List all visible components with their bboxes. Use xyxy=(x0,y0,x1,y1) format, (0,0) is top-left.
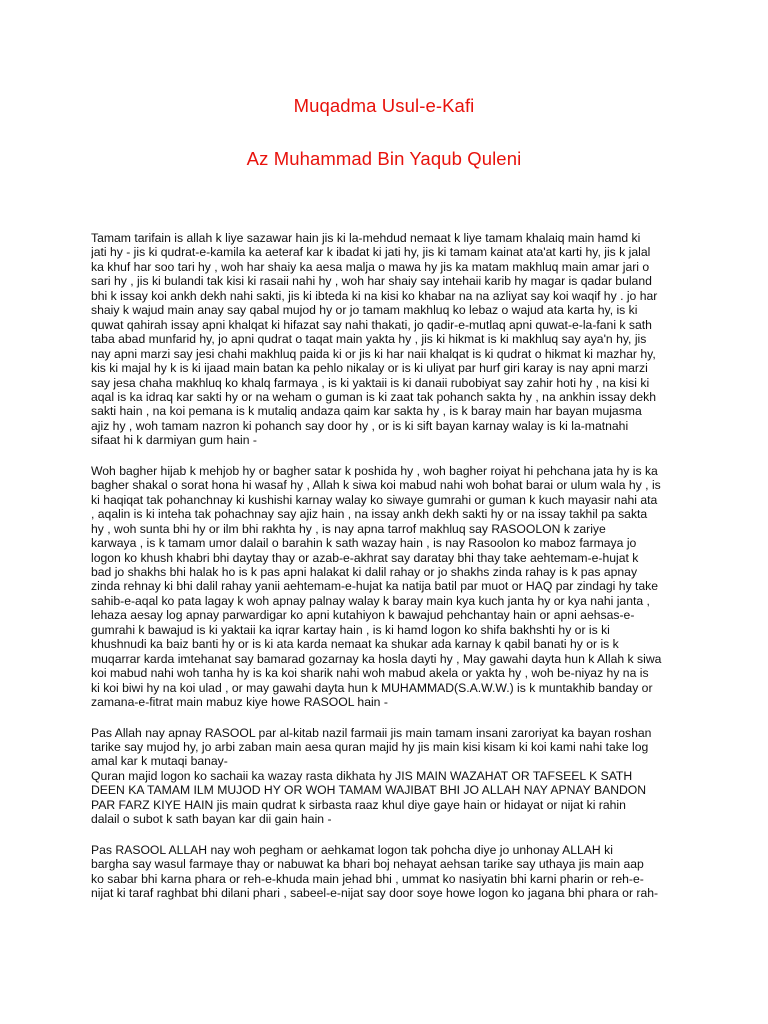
text-line: Pas Allah nay apnay RASOOL par al-kitab nazil farmaii jis main tamam insani zaroriyat ka bayan roshan xyxy=(91,725,652,740)
text-line: , aqalin is ki inteha tak pohachnay say ajiz hain , na issay ankh dekh sakti hy or na issay takhil pa sakta xyxy=(91,507,648,522)
text-line: say jesa chaha makhluq ko khalq farmaya , is ki yaktaii is ki danaii rubobiyat say zahir hoti hy , na kisi ki xyxy=(91,375,650,390)
paragraph xyxy=(91,843,691,901)
text-line: aqal is ka idraq kar sakti hy or na weham o guman is ki zaat tak pohanch sakta hy , na ankhin issay dekh xyxy=(91,389,656,404)
text-line: nay apni marzi say jesi chahi makhluq paida ki or jis ki har naii khalqat is ki qudrat o hikmat ki mazhar hy, xyxy=(91,346,656,361)
text-line: sari hy , jis ki bulandi tak kisi ki rasaii nahi hy , woh har shaiy say intehaii karib hy magar is qadar buland xyxy=(91,274,652,289)
text-line: khushnudi ka baiz banti hy or is ki ata karda nemaat ka shukar ada karnay k qabil banati hy or is k xyxy=(91,637,619,652)
text-line: zinda rehnay ki bhi dalil rahay yanii aehtemam-e-hujat ka natija batil par muot or HAQ par zindagi hy take xyxy=(91,579,659,594)
text-line: ko sabar bhi karna phara or reh-e-khuda main jehad bhi , ummat ko nasiyatin bhi karni pharin or reh-e- xyxy=(91,871,644,886)
text-line: PAR FARZ KIYE HAIN jis main qudrat k sirbasta raaz khul diye gaye hain or hidayat or nijat ki rahin xyxy=(91,797,626,812)
text-line: Pas RASOOL ALLAH nay woh pegham or aehkamat logon tak pohcha diye jo unhonay ALLAH ki xyxy=(91,842,613,857)
text-line: quwat qahirah issay apni khalqat ki hifazat say nahi thakati, jo qadir-e-mutlaq apni quwat-e-la-fani k sath xyxy=(91,317,652,332)
paragraph xyxy=(91,464,691,710)
text-line: dalail o subot k sath bayan kar dii gain hain - xyxy=(91,812,332,827)
text-line: ki haqiqat tak pohanchnay ki kushishi karnay walay ko siwaye gumrahi or guman k kuch mayasir nahi ata xyxy=(91,492,658,507)
text-line: sifaat hi k darmiyan gum hain - xyxy=(91,433,257,448)
text-line: muqarrar karda imtehanat say bamarad gozarnay ka hosla dayti hy , May gawahi dayta hun k Allah k siwa xyxy=(91,651,662,666)
text-line: koi mabud nahi woh tanha hy is ka koi sharik nahi woh mabud akela or yakta hy , woh be-niyaz hy na is xyxy=(91,666,649,681)
text-line: karwaya , is k tamam umor dalail o barahin k sath wazay hain , is nay Rasoolon ko maboz farmaya jo xyxy=(91,536,637,551)
text-line: kis ki majal hy k is ki ijaad main batan ka pehlo nikalay or is ki uliyat par hurf giri karay is nay apni marzi xyxy=(91,361,648,376)
text-line: amal kar k mutaqi banay- xyxy=(91,754,228,769)
document-subtitle: Az Muhammad Bin Yaqub Quleni xyxy=(246,148,522,169)
text-line: bargha say wasul farmaye thay or nabuwat ka bhari boj nehayat aehsan tarike say uthaya jis main aap xyxy=(91,857,644,872)
text-line: Tamam tarifain is allah k liye sazawar hain jis ki la-mehdud nemaat k liye tamam khalaiq main hamd ki xyxy=(91,231,641,245)
text-line: ajiz hy , woh tamam nazron ki pohanch say door hy , or is ki sift bayan karnay walay is ki la-matnahi xyxy=(91,418,629,433)
text-line: logon ko khush khabri bhi daytay thay or azab-e-akhrat say daratay bhi thay take aehtemam-e-hujat k xyxy=(91,550,639,565)
text-line: bhi k issay koi ankh dekh nahi sakti, jis ki ibteda ki na kisi ko khabar na na azliyat say koi waqif hy . jo har xyxy=(91,288,658,303)
text-line: zamana-e-fitrat main mabuz kiye howe RASOOL hain - xyxy=(91,695,388,710)
text-line: lehaza aesay log apnay parwardigar ko apni kutahiyon k bawajud pehchantay hain or apni aehsas-e- xyxy=(91,608,635,623)
text-line: bad jo shakhs bhi halak ho is k pas apni halakat ki dalil rahay or jo shakhs zinda rahay is k pas apnay xyxy=(91,564,638,579)
paragraph xyxy=(91,726,691,827)
text-line: nijat ki taraf raghbat bhi dilani phari , sabeel-e-nijat say door soye howe logon ko jagana bhi phara or rah- xyxy=(91,886,659,901)
text-line: ka khuf har soo tari hy , woh har shaiy ka aesa malja o mawa hy jis ka matam makhluq main amar jari o xyxy=(91,259,650,274)
text-line: hy , woh sunta bhi hy or ilm bhi rakhta hy , is nay apna tarrof makhluq say RASOOLON k zariye xyxy=(91,521,606,536)
paragraph xyxy=(91,231,691,448)
text-line: DEEN KA TAMAM ILM MUJOD HY OR WOH TAMAM WAJIBAT BHI JO ALLAH NAY APNAY BANDON xyxy=(91,783,647,798)
text-line: sahib-e-aqal ko pata lagay k woh apnay palnay walay k baray main kya kuch janta hy or kya nahi janta , xyxy=(91,593,650,608)
text-line: jati hy - jis ki qudrat-e-kamila ka aeteraf kar k ibadat ki jati hy, jis ki tamam kainat ata'at karti hy, jis k jalal xyxy=(91,245,651,260)
text-line: bagher shakal o sorat hona hi wasaf hy , Allah k siwa koi mabud nahi woh bohat barai or ulum wala hy , is xyxy=(91,478,661,493)
text-line: taba abad munfarid hy, jo apni qudrat o taqat main yakta hy , jis ki hikmat is ki makhluq say aya'n hy, jis xyxy=(91,332,647,347)
document-title: Muqadma Usul-e-Kafi xyxy=(293,95,475,116)
document-body xyxy=(91,231,691,916)
text-line: sakti hain , na koi pemana is k mutaliq andaza qaim kar sakta hy , is k baray main har bayan mujasma xyxy=(91,404,642,419)
text-line: tarike say mujod hy, jo arbi zaban main aesa quran majid hy jis main kisi kisam ki koi kami nahi take log xyxy=(91,739,649,754)
text-line: gumrahi k bawajud is ki yaktaii ka iqrar kartay hain , is ki hamd logon ko shifa bakhshti hy or is ki xyxy=(91,622,610,637)
text-line: Woh bagher hijab k mehjob hy or bagher satar k poshida hy , woh bagher roiyat hi pehchana jata hy is ka xyxy=(91,463,658,478)
text-line: ki koi biwi hy na koi ulad , or may gawahi dayta hun k MUHAMMAD(S.A.W.W.) is k muntakhib banday or xyxy=(91,680,653,695)
text-line: shaiy k wajud main anay say qabal mujod hy or jo tamam makhluq ko lebaz o wajud ata karta hy, is ki xyxy=(91,303,638,318)
text-line: Quran majid logon ko sachaii ka wazay rasta dikhata hy JIS MAIN WAZAHAT OR TAFSEEL K SATH xyxy=(91,768,633,783)
